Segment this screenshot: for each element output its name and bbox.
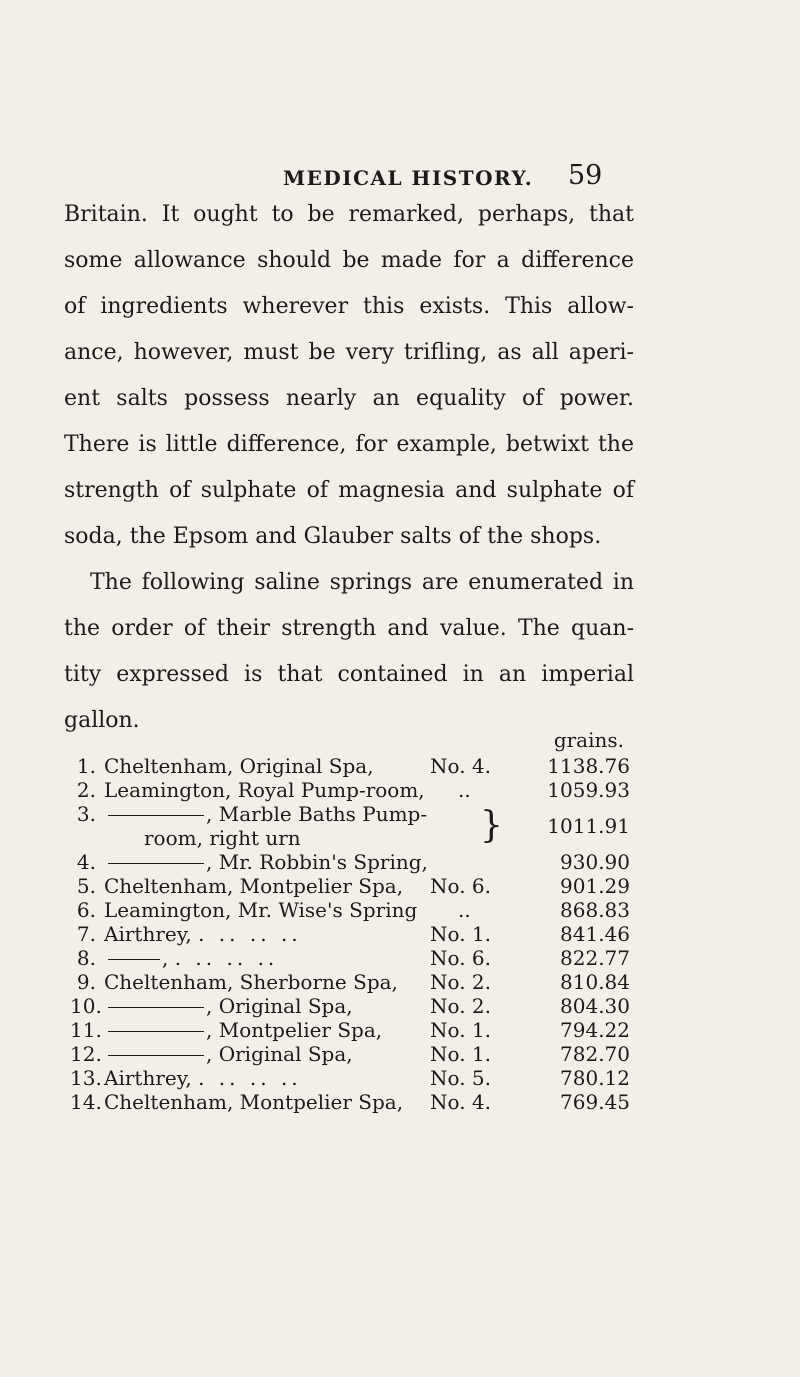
table-row xyxy=(70,970,630,994)
spring-name-block xyxy=(104,1066,302,1090)
text-line: The following saline springs are enumerated in xyxy=(90,570,634,595)
table-row xyxy=(70,802,630,850)
grains-value: 901.29 xyxy=(560,874,630,898)
table-row xyxy=(70,754,630,778)
station-number: No. 6. xyxy=(430,946,491,970)
spring-name: Airthrey, xyxy=(104,1066,192,1090)
leader-dots: . .. .. .. xyxy=(174,946,279,970)
spring-name-block xyxy=(104,946,278,970)
spring-name: Airthrey, xyxy=(104,922,192,946)
grains-value: 782.70 xyxy=(560,1042,630,1066)
ditto-dash xyxy=(108,815,204,816)
station-number: No. 4. xyxy=(430,754,491,778)
text-line: There is little difference, for example, betwixt the xyxy=(64,432,634,457)
table-row xyxy=(70,874,630,898)
station-number: No. 1. xyxy=(430,1042,491,1066)
table-row xyxy=(70,1066,630,1090)
station-number: .. xyxy=(458,898,471,922)
spring-name: , Original Spa, xyxy=(206,1042,353,1066)
grains-value: 1059.93 xyxy=(547,778,630,802)
table-row xyxy=(70,1090,630,1114)
spring-name-block xyxy=(104,802,427,850)
spring-name-block xyxy=(104,850,428,874)
table-row xyxy=(70,922,630,946)
grains-value: 868.83 xyxy=(560,898,630,922)
text-line: gallon. xyxy=(64,708,140,733)
grains-value: 1138.76 xyxy=(547,754,630,778)
station-number: No. 5. xyxy=(430,1066,491,1090)
text-line: Britain. It ought to be remarked, perhaps, that xyxy=(64,202,634,227)
spring-name-block xyxy=(104,1018,382,1042)
grains-value: 930.90 xyxy=(560,850,630,874)
row-number: 9. xyxy=(76,970,96,994)
grains-value: 822.77 xyxy=(560,946,630,970)
spring-name-block xyxy=(104,994,353,1018)
row-number: 3. xyxy=(76,802,96,826)
table-row xyxy=(70,778,630,802)
body-text xyxy=(64,192,634,744)
row-number: 5. xyxy=(76,874,96,898)
spring-name: Cheltenham, Original Spa, xyxy=(104,754,374,778)
ditto-dash xyxy=(108,959,160,960)
spring-name: Cheltenham, Montpelier Spa, xyxy=(104,1090,404,1114)
spring-name: , Original Spa, xyxy=(206,994,353,1018)
text-line: of ingredients wherever this exists. This allow- xyxy=(64,294,634,319)
text-line: ance, however, must be very trifling, as all aperi- xyxy=(64,340,634,365)
text-line: the order of their strength and value. The quan- xyxy=(64,616,634,641)
ditto-dash xyxy=(108,1031,204,1032)
station-number: No. 2. xyxy=(430,994,491,1018)
spring-name: , xyxy=(162,946,169,970)
grains-value: 841.46 xyxy=(560,922,630,946)
spring-name: Leamington, Royal Pump-room, xyxy=(104,778,425,802)
grains-value: 1011.91 xyxy=(547,814,630,838)
spring-name: Cheltenham, Montpelier Spa, xyxy=(104,874,404,898)
grains-value: 810.84 xyxy=(560,970,630,994)
row-number: 2. xyxy=(76,778,96,802)
spring-name-block xyxy=(104,1042,353,1066)
leader-dots: . .. .. .. xyxy=(198,1066,302,1090)
row-number: 4. xyxy=(76,850,96,874)
unit-header: grains. xyxy=(553,728,624,752)
grains-value: 780.12 xyxy=(560,1066,630,1090)
row-number: 12. xyxy=(70,1042,102,1066)
leader-dots: . .. .. .. xyxy=(198,922,302,946)
page-number: 59 xyxy=(568,160,603,191)
row-number: 11. xyxy=(70,1018,102,1042)
grains-value: 769.45 xyxy=(560,1090,630,1114)
table-row xyxy=(70,946,630,970)
row-number: 10. xyxy=(70,994,102,1018)
spring-name: , Mr. Robbin's Spring, xyxy=(206,850,428,874)
row-number: 6. xyxy=(76,898,96,922)
spring-name: Leamington, Mr. Wise's Spring xyxy=(104,898,418,922)
text-line: some allowance should be made for a difference xyxy=(64,248,634,273)
table-row xyxy=(70,850,630,874)
station-number: No. 2. xyxy=(430,970,491,994)
table-row xyxy=(70,994,630,1018)
text-line: tity expressed is that contained in an imperial xyxy=(64,662,634,687)
grains-value: 804.30 xyxy=(560,994,630,1018)
spring-name: , Marble Baths Pump- xyxy=(206,802,428,826)
row-number: 13. xyxy=(70,1066,102,1090)
station-number: .. xyxy=(458,778,471,802)
station-number: No. 1. xyxy=(430,1018,491,1042)
ditto-dash xyxy=(108,1055,204,1056)
row-number: 8. xyxy=(76,946,96,970)
table-row xyxy=(70,1018,630,1042)
text-line: ent salts possess nearly an equality of power. xyxy=(64,386,634,411)
row-number: 7. xyxy=(76,922,96,946)
spring-name: , Montpelier Spa, xyxy=(206,1018,383,1042)
brace-icon: } xyxy=(480,805,503,846)
row-number: 1. xyxy=(76,754,96,778)
station-number: No. 6. xyxy=(430,874,491,898)
ditto-dash xyxy=(108,863,204,864)
springs-table xyxy=(70,726,630,1114)
table-row xyxy=(70,898,630,922)
running-head: MEDICAL HISTORY. xyxy=(283,166,534,190)
text-line: soda, the Epsom and Glauber salts of the shops. xyxy=(64,524,602,549)
row-number: 14. xyxy=(70,1090,102,1114)
grains-value: 794.22 xyxy=(560,1018,630,1042)
text-line: strength of sulphate of magnesia and sulphate of xyxy=(64,478,634,503)
table-row xyxy=(70,1042,630,1066)
station-number: No. 4. xyxy=(430,1090,491,1114)
spring-name: Cheltenham, Sherborne Spa, xyxy=(104,970,398,994)
station-number: No. 1. xyxy=(430,922,491,946)
spring-name-block xyxy=(104,922,302,946)
ditto-dash xyxy=(108,1007,204,1008)
spring-name-continued: room, right urn xyxy=(144,826,301,850)
